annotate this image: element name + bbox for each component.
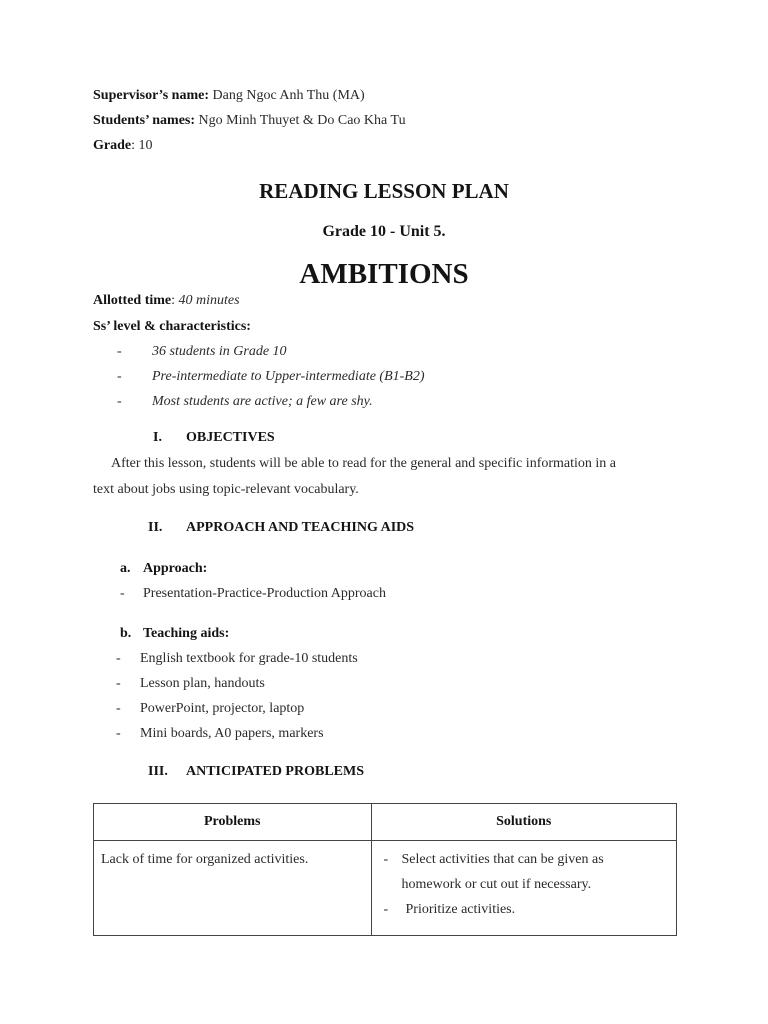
aids-item: English textbook for grade-10 students [140, 651, 358, 666]
approach-item: Presentation-Practice-Production Approach [143, 586, 386, 601]
solution-dash: - [383, 902, 389, 917]
students-value: Ngo Minh Thuyet & Do Cao Kha Tu [198, 113, 406, 128]
page-title: READING LESSON PLAN [259, 179, 509, 203]
column-header-solutions: Solutions [371, 804, 677, 841]
level-item-dash: - [117, 369, 122, 384]
section-heading-objectives: OBJECTIVES [186, 430, 275, 445]
students-label: Students’ names: [93, 113, 196, 128]
solution-item [372, 897, 673, 922]
approach-label: Approach: [143, 561, 208, 576]
section-number-problems: III. [148, 764, 168, 779]
section-number-objectives: I. [153, 430, 162, 445]
table-header-row [94, 804, 677, 841]
unit-title: AMBITIONS [299, 258, 469, 290]
level-heading: Ss’ level & characteristics: [93, 319, 251, 334]
allotted-time-line [93, 291, 240, 311]
solution-item [372, 847, 673, 872]
supervisor-label: Supervisor’s name: [93, 88, 210, 103]
level-item: 36 students in Grade 10 [152, 344, 287, 359]
table-row [94, 841, 677, 936]
grade-value: : 10 [131, 138, 153, 153]
problem-text: Lack of time for organized activities. [101, 852, 309, 867]
aids-item: PowerPoint, projector, laptop [140, 701, 305, 716]
aids-item-dash: - [116, 651, 121, 666]
section-heading-problems: ANTICIPATED PROBLEMS [186, 764, 365, 779]
section-number-approach: II. [148, 520, 163, 535]
allotted-time-value: 40 minutes [178, 293, 240, 308]
supervisor-value: Dang Ngoc Anh Thu (MA) [212, 88, 365, 103]
aids-item-dash: - [116, 701, 121, 716]
objectives-text-cont: text about jobs using topic-relevant vocabulary. [93, 482, 359, 497]
level-item: Most students are active; a few are shy. [152, 394, 373, 409]
solutions-cell [371, 841, 677, 936]
approach-item-dash: - [120, 586, 125, 601]
solution-text: Select activities that can be given as [401, 852, 604, 867]
aids-item: Mini boards, A0 papers, markers [140, 726, 324, 741]
objectives-text: After this lesson, students will be able to read for the general and specific information in a [111, 456, 617, 471]
page-subtitle: Grade 10 - Unit 5. [322, 223, 446, 240]
level-item: Pre-intermediate to Upper-intermediate (B1-B2) [152, 369, 425, 384]
solution-text: Prioritize activities. [405, 902, 516, 917]
aids-label: Teaching aids: [143, 626, 230, 641]
column-header-problems: Problems [94, 804, 372, 841]
level-item-dash: - [117, 344, 122, 359]
aids-letter: b. [120, 626, 132, 641]
aids-item-dash: - [116, 676, 121, 691]
solution-dash: - [383, 852, 389, 867]
grade-line [93, 136, 153, 156]
solution-item-cont [372, 872, 673, 897]
allotted-time-label: Allotted time [93, 293, 172, 308]
section-heading-approach: APPROACH AND TEACHING AIDS [186, 520, 415, 535]
aids-item: Lesson plan, handouts [140, 676, 265, 691]
allotted-time-sep: : [171, 293, 179, 308]
problems-table [93, 803, 677, 936]
supervisor-line [93, 86, 365, 106]
students-line [93, 111, 406, 131]
approach-letter: a. [120, 561, 131, 576]
problem-cell [94, 841, 372, 936]
level-item-dash: - [117, 394, 122, 409]
aids-item-dash: - [116, 726, 121, 741]
solution-text-cont: homework or cut out if necessary. [401, 877, 592, 892]
grade-label: Grade [93, 138, 132, 153]
